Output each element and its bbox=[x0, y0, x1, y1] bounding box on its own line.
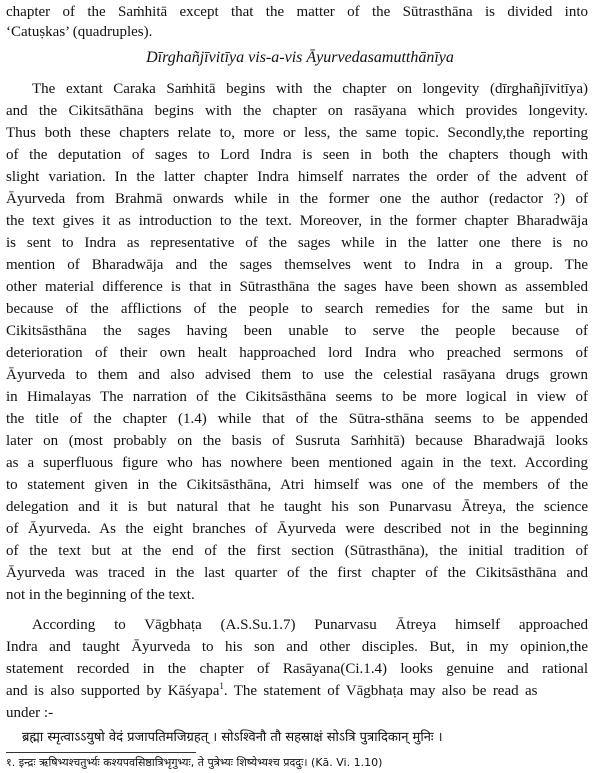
body-text-line: under :- bbox=[6, 705, 54, 721]
body-text-line: deterioration of their own healt happroached lord Indra who preached sermons of bbox=[6, 345, 588, 361]
body-text-line: Cikitsāsthāna the sages having been unable to serve the people because of bbox=[6, 323, 588, 339]
body-text-line: chapter of the Saṁhitā except that the matter of the Sūtrasthāna is divided into bbox=[6, 4, 588, 20]
body-text-line: not in the beginning of the text. bbox=[6, 587, 195, 603]
body-text-line: According to Vāgbhaṭa (A.S.Su.1.7) Punarvasu Ātreya himself approached bbox=[32, 617, 588, 633]
section-heading: Dīrghañjīvitīya vis-a-vis Āyurvedasamutthānīya bbox=[146, 49, 454, 66]
body-text-line: statement recorded in the chapter of Rasāyana(Ci.1.4) looks genuine and rational bbox=[6, 661, 588, 677]
footnote-separator bbox=[6, 752, 196, 753]
footnote-reference: 1 bbox=[219, 681, 224, 691]
footnote: १. इन्द्रः ऋषिभ्यश्चतुर्भ्यः कश्यपवसिष्ठात्रिभृगुभ्यः, ते पुत्रेभ्यः शिष्येभ्यश्च प्रददुः। (Kā. Vi. 1.10) bbox=[6, 756, 383, 769]
body-text-line: Indra and taught Āyurveda to his son and other disciples. But, in my opinion,the bbox=[6, 639, 588, 655]
body-text-line: because of the afflictions of the people to search remedies for the same but in bbox=[6, 301, 588, 317]
body-text-line: of Āyurveda. As the eight branches of Āyurveda were described not in the beginning bbox=[6, 521, 588, 537]
body-text-line: is sent to Indra as representative of the sages while in the latter one there is no bbox=[6, 235, 588, 251]
body-text-line: slight variation. In the latter chapter Indra himself narrates the order of the advent of bbox=[6, 169, 588, 185]
body-text-line: later on (most probably on the basis of Susruta Saṁhitā) because Bharadwajā looks bbox=[6, 433, 588, 449]
body-text-line: mention of Bharadwāja and the sages themselves went to Indra in a group. The bbox=[6, 257, 588, 273]
body-text-line: delegation and it is but natural that he taught his son Punarvasu Ātreya, the science bbox=[6, 499, 588, 515]
sanskrit-verse: ब्रह्मा स्मृत्वाऽऽयुषो वेदं प्रजापतिमजिग्रहत् । सोऽश्विनौ तौ सहस्राक्षं सोऽत्रि पुत्रादिकान् मुनिः । bbox=[22, 730, 443, 745]
body-text-line: other material difference is that in Sūtrasthāna the sages have been shown as assembled bbox=[6, 279, 588, 295]
body-text-line bbox=[6, 681, 588, 701]
body-text-line: in Himalayas The narration of the Cikitsāsthāna seems to be more logical in view of bbox=[6, 389, 588, 405]
body-text-line: Thus both these chapters relate to, more or less, the same topic. Secondly,the reporting bbox=[6, 125, 588, 141]
body-text-line: the text gives it as introduction to the text. Moreover, in the former chapter Bharadwāja bbox=[6, 213, 588, 229]
body-text-segment: . The statement of Vāgbhaṭa may also be read as bbox=[223, 683, 538, 699]
body-text-line: and the Cikitsāthāna begins with the chapter on rasāyana which provides longevity. bbox=[6, 103, 588, 119]
body-text-line: Āyurveda was traced in the last quarter of the first chapter of the Cikitsāsthāna and bbox=[6, 565, 588, 581]
body-text-line: of the deputation of sages to Lord Indra is seen in both the chapters though with bbox=[6, 147, 588, 163]
body-text-line: to statement given in the Cikitsāsthāna, Atri himself was one of the members of the bbox=[6, 477, 588, 493]
body-text-line: Āyurveda to them and also advised them to use the celestial rasāyana drugs grown bbox=[6, 367, 588, 383]
body-text-line: Āyurveda from Brahmā onwards while in the former one the author (redactor ?) of bbox=[6, 191, 588, 207]
body-text-line: The extant Caraka Saṁhitā begins with the chapter on longevity (dīrghañjīvitīya) bbox=[32, 81, 588, 97]
body-text-line: the title of the chapter (1.4) while that of the Sūtra-sthāna seems to be appended bbox=[6, 411, 588, 427]
body-text-line: as a superfluous figure who has nowhere been mentioned again in the text. According bbox=[6, 455, 588, 471]
body-text-line: of the text but at the end of the first section (Sūtrasthāna), the initial tradition of bbox=[6, 543, 588, 559]
body-text-segment: and is also supported by Kāśyapa bbox=[6, 683, 220, 699]
body-text-line: ‘Catuṣkas’ (quadruples). bbox=[6, 24, 153, 40]
